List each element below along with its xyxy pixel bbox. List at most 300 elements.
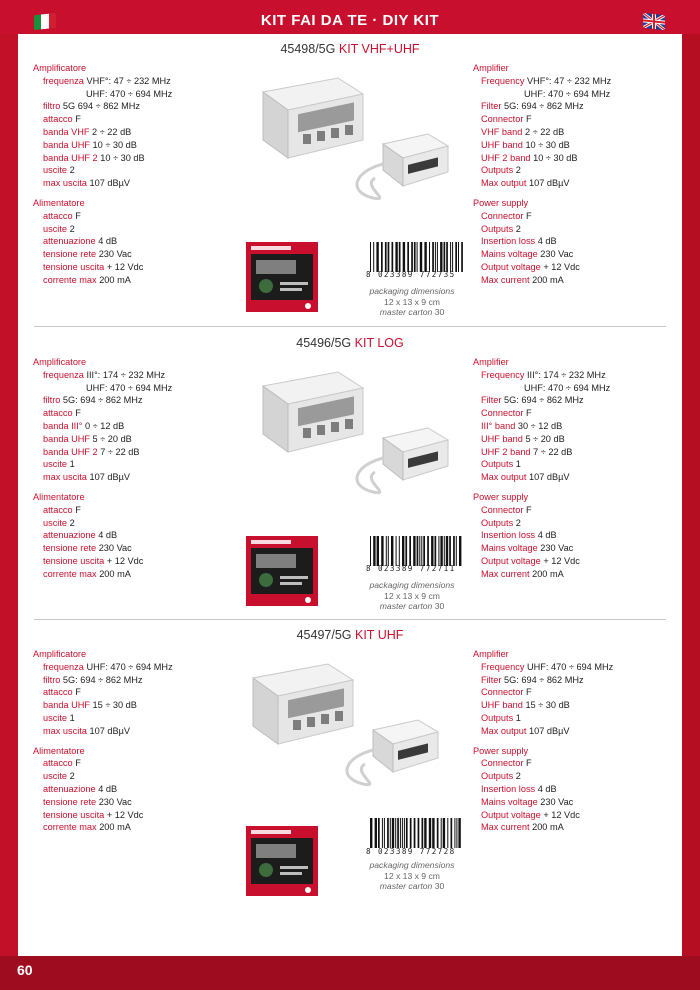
kit-name: KIT VHF+UHF — [338, 42, 420, 56]
spec-row — [33, 661, 173, 674]
barcode-bar — [437, 818, 439, 848]
barcode — [368, 536, 464, 566]
spec-label: Max current — [481, 274, 530, 285]
spec-value: 230 Vac — [98, 543, 132, 554]
kit-name: KIT UHF — [355, 628, 404, 642]
spec-label: uscite — [43, 712, 68, 723]
spec-row — [33, 88, 172, 101]
barcode-bar — [440, 242, 442, 272]
spec-row — [473, 809, 613, 822]
master-carton — [352, 307, 472, 318]
barcode-bar — [404, 818, 405, 848]
spec-value: 107 dBµV — [529, 725, 570, 736]
spec-label: attacco — [43, 687, 73, 698]
spec-value: F — [75, 504, 81, 515]
spec-label: uscite — [43, 165, 68, 176]
spec-row — [33, 796, 173, 809]
spec-row — [33, 113, 172, 126]
barcode-bar — [414, 242, 416, 272]
kit-title — [18, 628, 682, 642]
spec-row — [473, 471, 610, 484]
barcode-bar — [432, 242, 434, 272]
kit-code: 45497/5G — [296, 628, 352, 642]
spec-row — [473, 504, 610, 517]
spec-value: 200 mA — [532, 822, 564, 833]
spec-row — [33, 433, 172, 446]
barcode-bar — [423, 536, 425, 566]
barcode-bar — [370, 818, 372, 848]
spec-row — [33, 529, 172, 542]
master-carton-label: master carton — [379, 601, 433, 611]
spec-label: Outputs — [481, 712, 514, 723]
spec-value: 7 ÷ 22 dB — [100, 446, 140, 457]
spec-label: Connector — [481, 758, 524, 769]
spec-row — [473, 394, 610, 407]
spec-row — [33, 757, 173, 770]
spec-value: 5G: 694 ÷ 862 MHz — [503, 674, 584, 685]
spec-row — [473, 261, 611, 274]
spec-label: III° band — [481, 420, 516, 431]
spec-column-english — [473, 356, 610, 581]
barcode-bar — [461, 242, 463, 272]
master-carton-qty: 30 — [434, 881, 445, 891]
spec-row — [473, 542, 610, 555]
spec-label: filtro — [43, 674, 61, 685]
spec-value: 5G: 694 ÷ 862 MHz — [62, 674, 143, 685]
barcode-bar — [458, 242, 459, 272]
spec-value: F — [75, 687, 81, 698]
spec-row — [473, 555, 610, 568]
spec-label: tensione rete — [43, 796, 97, 807]
spec-row — [33, 712, 173, 725]
barcode-bar — [452, 242, 453, 272]
barcode-bar — [435, 536, 437, 566]
spec-row — [473, 517, 610, 530]
barcode-bar — [455, 242, 457, 272]
spec-row — [33, 770, 173, 783]
spec-label: tensione uscita — [43, 261, 105, 272]
page-title: KIT FAI DA TE · DIY KIT — [260, 12, 440, 29]
barcode-bar — [446, 242, 448, 272]
kit-title — [18, 336, 682, 350]
spec-label: Max output — [481, 178, 527, 189]
spec-value: 2 — [515, 517, 521, 528]
spec-value: + 12 Vdc — [106, 555, 144, 566]
spec-value: 200 mA — [99, 822, 131, 833]
spec-row — [33, 783, 173, 796]
spec-label: UHF 2 band — [481, 446, 531, 457]
spec-label: Outputs — [481, 223, 514, 234]
spec-row — [473, 75, 611, 88]
spec-value: 107 dBµV — [529, 472, 570, 483]
spec-label: frequenza — [43, 75, 84, 86]
spec-value: 5G: 694 ÷ 862 MHz — [503, 395, 584, 406]
barcode-bar — [427, 536, 429, 566]
barcode-bar — [422, 818, 424, 848]
spec-value: 5 ÷ 20 dB — [92, 433, 132, 444]
spec-value: F — [525, 210, 532, 221]
barcode-bar — [386, 536, 387, 566]
spec-row — [33, 821, 173, 834]
spec-label: Filter — [481, 395, 502, 406]
spec-row — [473, 757, 613, 770]
packaging-info — [352, 286, 472, 318]
master-carton — [352, 881, 472, 892]
spec-value: 10 ÷ 30 dB — [525, 139, 570, 150]
barcode-bar — [456, 818, 457, 848]
spec-row — [473, 139, 611, 152]
barcode-bar — [399, 242, 401, 272]
uk-flag-icon — [643, 13, 665, 30]
barcode — [368, 242, 464, 272]
spec-value: + 12 Vdc — [543, 809, 580, 820]
barcode-bar — [431, 536, 433, 566]
spec-value: UHF: 470 ÷ 694 MHz — [526, 661, 614, 672]
barcode-bar — [429, 818, 431, 848]
power-supply-heading: Power supply — [473, 197, 529, 208]
barcode-bar — [446, 536, 448, 566]
barcode-bar — [400, 818, 401, 848]
master-carton — [352, 601, 472, 612]
barcode-bar — [450, 242, 451, 272]
barcode-bar — [424, 818, 426, 848]
spec-row — [473, 783, 613, 796]
spec-value: 1 — [69, 459, 75, 470]
spec-label: Frequency — [481, 369, 525, 380]
spec-label: max uscita — [43, 178, 87, 189]
spec-row — [473, 407, 610, 420]
barcode-bar — [402, 536, 404, 566]
package-box-image — [244, 240, 322, 321]
spec-value: UHF: 470 ÷ 694 MHz — [86, 382, 173, 393]
spec-value: 10 ÷ 30 dB — [100, 152, 145, 163]
spec-label: banda VHF — [43, 126, 90, 137]
spec-label: banda UHF — [43, 433, 90, 444]
spec-label: max uscita — [43, 472, 87, 483]
packaging-dimensions: 12 x 13 x 9 cm — [384, 296, 440, 307]
barcode-bar — [378, 818, 380, 848]
spec-row — [33, 248, 172, 261]
kit-section — [18, 328, 682, 618]
spec-row — [473, 821, 613, 834]
barcode-bar — [395, 242, 397, 272]
spec-label: attacco — [43, 408, 73, 419]
spec-column-italian — [33, 356, 172, 581]
spec-label: corrente max — [43, 274, 97, 285]
spec-row — [33, 674, 173, 687]
barcode-bar — [375, 818, 377, 848]
spec-label: tensione uscita — [43, 809, 105, 820]
spec-value: + 12 Vdc — [543, 261, 580, 272]
barcode-bar — [390, 818, 391, 848]
barcode-bar — [381, 242, 383, 272]
amplifier-heading: Amplifier — [473, 63, 509, 73]
page-number: 60 — [17, 962, 33, 978]
barcode-bar — [385, 242, 387, 272]
barcode-bar — [405, 536, 407, 566]
spec-row — [473, 458, 610, 471]
spec-label: attacco — [43, 114, 73, 125]
spec-label: Connector — [481, 504, 524, 515]
barcode-number: 8 023389 772711 — [366, 564, 456, 573]
product-photo — [243, 368, 453, 503]
spec-row — [473, 568, 610, 581]
barcode-bar — [432, 818, 434, 848]
barcode-bar — [417, 242, 418, 272]
spec-value: UHF: 470 ÷ 694 MHz — [86, 661, 173, 672]
spec-value: 2 — [69, 771, 75, 782]
spec-label: VHF band — [481, 126, 523, 137]
spec-row — [33, 471, 172, 484]
spacer — [33, 738, 173, 745]
spec-row — [473, 725, 613, 738]
spec-label: filtro — [43, 101, 61, 112]
spec-label: uscite — [43, 223, 68, 234]
spec-value: 10 ÷ 30 dB — [92, 139, 137, 150]
package-box-image — [244, 534, 322, 615]
spec-value: 2 — [69, 223, 75, 234]
spec-row — [33, 139, 172, 152]
barcode-bar — [370, 242, 371, 272]
spec-value: F — [525, 504, 532, 515]
spec-value: VHF°: 47 ÷ 232 MHz — [526, 75, 612, 86]
spacer — [33, 190, 172, 197]
spec-row — [33, 420, 172, 433]
spec-label: Insertion loss — [481, 530, 536, 541]
barcode-bar — [413, 536, 415, 566]
barcode-bar — [421, 536, 422, 566]
spec-value: VHF°: 47 ÷ 232 MHz — [86, 75, 171, 86]
spec-label: uscite — [43, 459, 68, 470]
spec-value: 4 dB — [98, 530, 118, 541]
spec-label: Outputs — [481, 771, 514, 782]
spec-value: 5G: 694 ÷ 862 MHz — [62, 395, 143, 406]
amplifier-heading: Amplificatore — [33, 63, 87, 73]
barcode-bar — [387, 818, 389, 848]
content-page — [18, 34, 682, 956]
kit-code: 45498/5G — [280, 42, 336, 56]
spacer — [33, 484, 172, 491]
spec-label: Mains voltage — [481, 543, 538, 554]
spec-label: Filter — [481, 101, 502, 112]
spec-label: uscite — [43, 517, 68, 528]
spec-row — [473, 529, 610, 542]
amplifier-heading: Amplificatore — [33, 649, 87, 659]
spec-value: F — [525, 758, 532, 769]
spec-value: 200 mA — [532, 274, 564, 285]
spec-row — [33, 274, 172, 287]
spec-row — [473, 770, 613, 783]
spec-value: III°: 174 ÷ 232 MHz — [86, 369, 166, 380]
spec-value: 4 dB — [537, 530, 557, 541]
spec-value: F — [75, 408, 81, 419]
spec-label: attenuazione — [43, 530, 96, 541]
barcode-bar — [417, 536, 419, 566]
spec-row — [33, 699, 173, 712]
spec-value: 7 ÷ 22 dB — [533, 446, 573, 457]
barcode-bar — [403, 242, 405, 272]
master-carton-label: master carton — [379, 881, 433, 891]
spec-value: UHF: 470 ÷ 694 MHz — [86, 88, 173, 99]
master-carton-label: master carton — [379, 307, 433, 317]
barcode-bar — [391, 536, 393, 566]
barcode-number: 8 023389 772728 — [366, 847, 456, 856]
barcode-bar — [444, 536, 445, 566]
spec-label: Filter — [481, 674, 502, 685]
spec-value: F — [75, 114, 81, 125]
spec-label: max uscita — [43, 725, 87, 736]
spec-value: 30 ÷ 12 dB — [517, 420, 563, 431]
barcode-bar — [429, 242, 430, 272]
spec-column-english — [473, 62, 611, 287]
spec-value: 107 dBµV — [89, 178, 131, 189]
spec-value: F — [525, 687, 532, 698]
spec-value: + 12 Vdc — [543, 555, 580, 566]
spec-label: UHF 2 band — [481, 152, 531, 163]
spec-row — [33, 809, 173, 822]
spec-row — [33, 369, 172, 382]
spec-row — [473, 248, 611, 261]
spec-value: 0 ÷ 12 dB — [85, 420, 125, 431]
spec-value: 1 — [515, 712, 521, 723]
barcode-bar — [384, 818, 385, 848]
spec-label: Output voltage — [481, 261, 541, 272]
power-supply-heading: Power supply — [473, 745, 529, 756]
spec-value: 107 dBµV — [89, 725, 131, 736]
italian-flag-icon — [34, 13, 56, 30]
spec-value: 230 Vac — [98, 249, 132, 260]
spec-value: 4 dB — [98, 236, 118, 247]
spec-value: 5G 694 ÷ 862 MHz — [62, 101, 140, 112]
spec-value: 4 dB — [98, 783, 118, 794]
barcode-bar — [443, 818, 445, 848]
master-carton-qty: 30 — [434, 601, 445, 611]
spec-label: Max current — [481, 568, 530, 579]
spec-value: 1 — [69, 712, 75, 723]
barcode-bar — [456, 536, 457, 566]
spec-value: 2 — [69, 517, 75, 528]
kit-title — [18, 42, 682, 56]
spacer — [473, 190, 611, 197]
amplifier-heading: Amplifier — [473, 357, 509, 367]
spec-label: frequenza — [43, 661, 84, 672]
spec-label: tensione rete — [43, 249, 97, 260]
power-supply-heading: Power supply — [473, 491, 529, 502]
product-photo — [243, 74, 453, 209]
packaging-dimensions: 12 x 13 x 9 cm — [384, 870, 440, 881]
spec-value: 15 ÷ 30 dB — [525, 700, 570, 711]
spec-label: uscite — [43, 771, 68, 782]
spec-value: 230 Vac — [540, 796, 574, 807]
spec-label: Output voltage — [481, 555, 541, 566]
spec-value: 230 Vac — [540, 543, 574, 554]
barcode-bar — [388, 536, 389, 566]
barcode-bar — [409, 536, 411, 566]
spec-row — [33, 75, 172, 88]
spec-row — [473, 152, 611, 165]
barcode-bar — [406, 818, 408, 848]
spec-label: banda UHF 2 — [43, 446, 98, 457]
spec-label: Connector — [481, 210, 524, 221]
spec-label: filtro — [43, 395, 61, 406]
spec-row — [33, 686, 173, 699]
power-supply-heading: Alimentatore — [33, 745, 85, 756]
barcode-bar — [414, 818, 416, 848]
spec-value: 230 Vac — [98, 796, 132, 807]
kit-section — [18, 34, 682, 324]
barcode-bar — [451, 818, 453, 848]
spec-value: 10 ÷ 30 dB — [533, 152, 578, 163]
spec-row — [473, 796, 613, 809]
spec-row — [473, 369, 610, 382]
packaging-label: packaging dimensions — [369, 580, 455, 590]
barcode-bar — [458, 818, 460, 848]
spec-value: 2 ÷ 22 dB — [524, 126, 565, 137]
spec-row — [33, 210, 172, 223]
spec-value: 5G: 694 ÷ 862 MHz — [503, 101, 584, 112]
spec-value: 5 ÷ 20 dB — [525, 433, 565, 444]
spec-value: F — [525, 408, 532, 419]
barcode-bar — [438, 536, 439, 566]
barcode-bar — [382, 818, 383, 848]
barcode — [368, 818, 464, 848]
spec-value: 107 dBµV — [89, 472, 131, 483]
spec-row — [473, 699, 613, 712]
spec-row — [33, 555, 172, 568]
barcode-bar — [392, 242, 394, 272]
spec-row — [473, 661, 613, 674]
barcode-bar — [407, 242, 409, 272]
spec-row — [33, 126, 172, 139]
spec-row — [33, 504, 172, 517]
kit-code: 45496/5G — [296, 336, 352, 350]
barcode-bar — [396, 536, 397, 566]
spec-row — [33, 568, 172, 581]
barcode-bar — [410, 818, 412, 848]
spec-row — [33, 382, 172, 395]
barcode-bar — [376, 242, 378, 272]
spec-value: 2 — [515, 165, 521, 176]
spec-label: corrente max — [43, 822, 97, 833]
barcode-bar — [373, 242, 374, 272]
spec-value: III°: 174 ÷ 232 MHz — [526, 369, 606, 380]
packaging-info — [352, 580, 472, 612]
master-carton-qty: 30 — [434, 307, 445, 317]
spec-label: UHF band — [481, 700, 523, 711]
spec-row — [33, 458, 172, 471]
spec-value: 2 ÷ 22 dB — [92, 126, 132, 137]
spec-value: 2 — [69, 165, 75, 176]
spec-row — [33, 100, 172, 113]
barcode-bar — [441, 818, 442, 848]
spec-label: Output voltage — [481, 809, 541, 820]
barcode-bar — [449, 536, 451, 566]
barcode-number: 8 023389 772735 — [366, 270, 456, 279]
spec-label: banda III° — [43, 420, 83, 431]
spec-value: 2 — [515, 223, 521, 234]
section-divider — [34, 619, 666, 620]
barcode-bar — [454, 818, 455, 848]
spec-label: attacco — [43, 758, 73, 769]
spec-row — [473, 712, 613, 725]
barcode-bar — [402, 818, 403, 848]
spec-label: Max current — [481, 822, 530, 833]
spec-label: Frequency — [481, 661, 525, 672]
packaging-label: packaging dimensions — [369, 286, 455, 296]
spec-row — [33, 177, 172, 190]
spec-row — [473, 210, 611, 223]
packaging-dimensions: 12 x 13 x 9 cm — [384, 590, 440, 601]
